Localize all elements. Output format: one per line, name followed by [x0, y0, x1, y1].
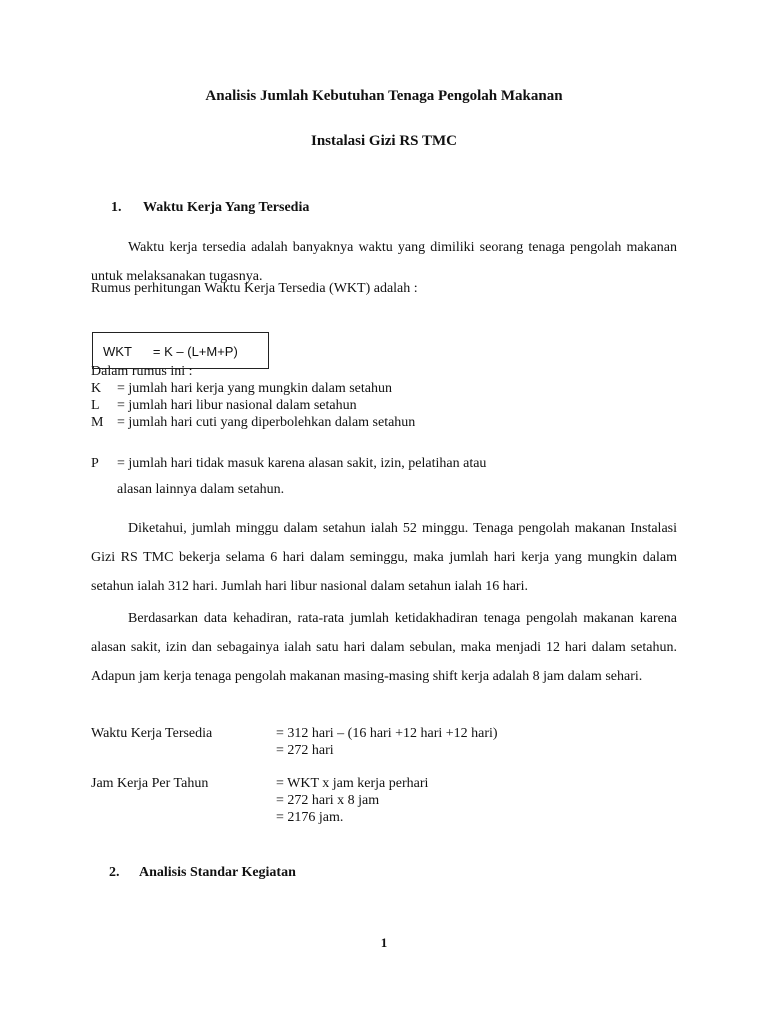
page-number: 1: [380, 935, 388, 950]
document-subtitle: Instalasi Gizi RS TMC: [311, 133, 457, 149]
definition-l: [91, 398, 357, 414]
definition-symbol: K: [91, 381, 102, 396]
calc-hours-line3: = 2176 jam.: [276, 810, 344, 825]
section-1-heading: Waktu Kerja Yang Tersedia: [143, 200, 310, 215]
document-title: Analisis Jumlah Kebutuhan Tenaga Pengolah Makanan: [205, 88, 563, 104]
definition-text: = jumlah hari kerja yang mungkin dalam setahun: [117, 381, 392, 396]
definition-text: = jumlah hari cuti yang diperbolehkan dalam setahun: [117, 415, 416, 430]
calc-hours-label: Jam Kerja Per Tahun: [91, 776, 209, 791]
definition-text: = jumlah hari libur nasional dalam setahun: [117, 398, 357, 413]
calc-hours-line1: = WKT x jam kerja perhari: [276, 776, 429, 791]
definition-p-continued: alasan lainnya dalam setahun.: [117, 482, 285, 497]
calc-wkt-line1: = 312 hari – (16 hari +12 hari +12 hari): [276, 726, 498, 741]
paragraph-known-data: Diketahui, jumlah minggu dalam setahun ialah 52 minggu. Tenaga pengolah makanan Instalasi Gizi RS TMC bekerja selama 6 hari dalam seminggu, maka jumlah hari kerja yang mungkin dalam setahun ialah 312 hari. Jumlah hari libur nasional dalam setahun ialah 16 hari.: [91, 521, 677, 594]
paragraph-definition: Waktu kerja tersedia adalah banyaknya waktu yang dimiliki seorang tenaga pengolah makanan untuk melaksanakan tugasnya.: [91, 240, 677, 284]
formula-box: [92, 332, 269, 369]
calc-hours-line2: = 272 hari x 8 jam: [276, 793, 380, 808]
section-1-number: 1.: [111, 200, 122, 215]
definition-k: [91, 381, 392, 397]
paragraph-attendance: Berdasarkan data kehadiran, rata-rata jumlah ketidakhadiran tenaga pengolah makanan karena alasan sakit, izin dan sebagainya ialah satu hari dalam sebulan, maka menjadi 12 hari dalam setahun. Adapun jam kerja tenaga pengolah makanan masing-masing shift kerja adalah 8 jam dalam sehari.: [91, 611, 677, 684]
section-2-heading: Analisis Standar Kegiatan: [139, 865, 296, 880]
formula-lhs: WKT: [103, 344, 132, 359]
definition-text: = jumlah hari tidak masuk karena alasan sakit, izin, pelatihan atau: [117, 456, 487, 471]
calc-wkt-line2: = 272 hari: [276, 743, 334, 758]
formula-intro: Rumus perhitungan Waktu Kerja Tersedia (WKT) adalah :: [91, 281, 418, 296]
formula-legend-heading: Dalam rumus ini :: [91, 364, 193, 379]
calc-wkt-label: Waktu Kerja Tersedia: [91, 726, 213, 741]
formula-rhs: = K – (L+M+P): [152, 344, 238, 359]
definition-symbol: M: [91, 415, 104, 430]
definition-symbol: P: [91, 456, 99, 471]
definition-m: [91, 415, 415, 431]
section-2-number: 2.: [109, 865, 120, 880]
definition-symbol: L: [91, 398, 100, 413]
definition-p: [91, 456, 486, 472]
